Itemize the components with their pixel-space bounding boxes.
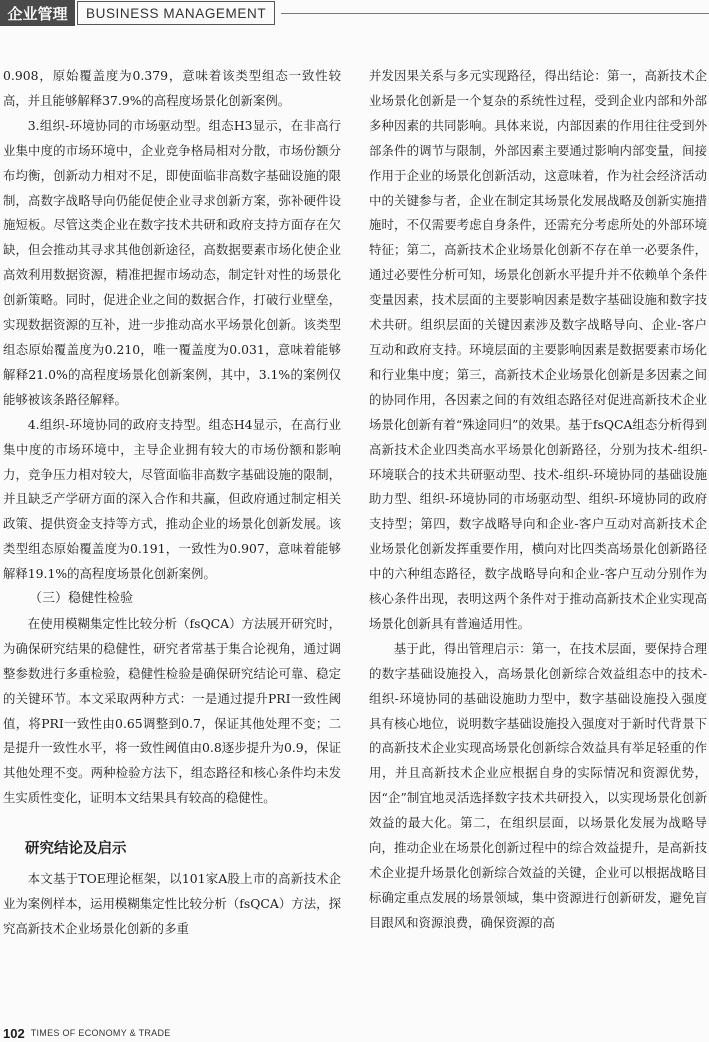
page-number: 102 (3, 1025, 25, 1041)
paragraph: 并发因果关系与多元实现路径，得出结论：第一，高新技术企业场景化创新是一个复杂的系统性过程，受到企业内部和外部多种因素的共同影响。具体来说，内部因素的作用往往受到外部条件的调节与限制，外部因素主要通过影响内部变量，间接作用于企业的场景化创新活动，这意味着，作为社会经济活动中的关键参与者，企业在制定其场景化发展战略及创新实施措施时，不仅需要考虑自身条件，还需充分考虑所处的外部环境特征；第二，高新技术企业场景化创新不存在单一必要条件，通过必要性分析可知，场景化创新水平提升并不依赖单个条件变量因素，技术层面的主要影响因素是数字基础设施和数字技术共研。组织层面的关键因素涉及数字战略导向、企业-客户互动和政府支持。环境层面的主要影响因素是数据要素市场化和行业集中度；第三，高新技术企业场景化创新是多因素之间的协同作用，各因素之间的有效组态路径对促进高新技术企业场景化创新有着“殊途同归”的效果。基于fsQCA组态分析得到高新技术企业四类高水平场景化创新路径，分别为技术-组织-环境联合的技术共研驱动型、技术-组织-环境协同的基础设施助力型、组织-环境协同的市场驱动型、组织-环境协同的政府支持型；第四，数字战略导向和企业-客户互动对高新技术企业场景化创新发挥重要作用，横向对比四类高场景化创新路径中的六种组态路径，数字战略导向和企业-客户互动分别作为核心条件出现，表明这两个条件对于推动高新技术企业实现高场景化创新具有普遍适用性。 (369, 68, 707, 631)
right-column (369, 64, 707, 936)
section-category-en: BUSINESS MANAGEMENT (77, 1, 275, 25)
paragraph: 本文基于TOE理论框架，以101家A股上市的高新技术企业为案例样本，运用模糊集定性比较分析（fsQCA）方法，探究高新技术企业场景化创新的多重 (3, 871, 341, 936)
section-title: 研究结论及启示 (25, 841, 127, 858)
paragraph: 4.组织-环境协同的政府支持型。组态H4显示，在高行业集中度的市场环境中，主导企业拥有较大的市场份额和影响力，竞争压力相对较大，尽管面临非高数字基础设施的限制，并且缺乏产学研方面的深入合作和共赢，但政府通过制定相关政策、提供资金支持等方式，推动企业的场景化创新发展。该类型组态原始覆盖度为0.191，一致性为0.907，意味着能够解释19.1%的高程度场景化创新案例。 (3, 416, 341, 582)
paragraph: 在使用模糊集定性比较分析（fsQCA）方法展开研究时，为确保研究结果的稳健性，研究者常基于集合论视角，通过调整参数进行多重检验，稳健性检验是确保研究结论可靠、稳定的关键环节。本文采取两种方式：一是通过提升PRI一致性阈值，将PRI一致性由0.65调整到0.7，保证其他处理不变；二是提升一致性水平，将一致性阈值由0.8逐步提升为0.9，保证其他处理不变。两种检验方法下，组态路径和核心条件均未发生实质性变化，证明本文结果具有较高的稳健性。 (3, 615, 341, 806)
paragraph: 基于此，得出管理启示：第一，在技术层面，要保持合理的数字基础设施投入，高场景化创新综合效益组态中的技术-组织-环境协同的基础设施助力型中，数字基础设施投入强度具有核心地位，说明数字基础设施投入强度对于新时代背景下的高新技术企业实现高场景化创新综合效益具有举足轻重的作用，并且高新技术企业应根据自身的实际情况和资源优势，因“企”制宜地灵活选择数字技术共研投入，以实现场景化创新效益的最大化。第二，在组织层面，以场景化发展为战略导向，推动企业在场景化创新过程中的综合效益提升，是高新技术企业提升场景化创新综合效益的关键，企业可以根据战略目标确定重点发展的场景领域，集中资源进行创新研发，避免盲目跟风和资源浪费，确保资源的高 (369, 640, 707, 930)
paragraph: 0.908，原始覆盖度为0.379，意味着该类型组态一致性较高，并且能够解释37.9%的高程度场景化创新案例。 (3, 68, 341, 108)
journal-name: TIMES OF ECONOMY & TRADE (30, 1028, 171, 1038)
page-header (0, 0, 709, 26)
page-footer (0, 1024, 171, 1042)
header-rule (281, 13, 709, 14)
paragraph: 3.组织-环境协同的市场驱动型。组态H3显示，在非高行业集中度的市场环境中，企业竞争格局相对分散，市场份额分布均衡，创新动力相对不足，即使面临非高数字基础设施的限制，高数字战略导向仍能促使企业寻求创新方案，弥补硬件设施短板。尽管这类企业在数字技术共研和政府支持方面存在欠缺，但会推动其寻求其他创新途径，高数据要素市场化使企业高效利用数据资源，精准把握市场动态，制定针对性的场景化创新策略。同时，促进企业之间的数据合作，打破行业壁垒，实现数据资源的互补，进一步推动高水平场景化创新。该类型组态原始覆盖度为0.210，唯一覆盖度为0.031，意味着能够解释21.0%的高程度场景化创新案例，其中，3.1%的案例仅能够被该条路径解释。 (3, 117, 341, 407)
section-category: 企业管理 (0, 0, 75, 26)
left-column (3, 64, 341, 942)
subheading: （三）稳健性检验 (29, 591, 134, 607)
